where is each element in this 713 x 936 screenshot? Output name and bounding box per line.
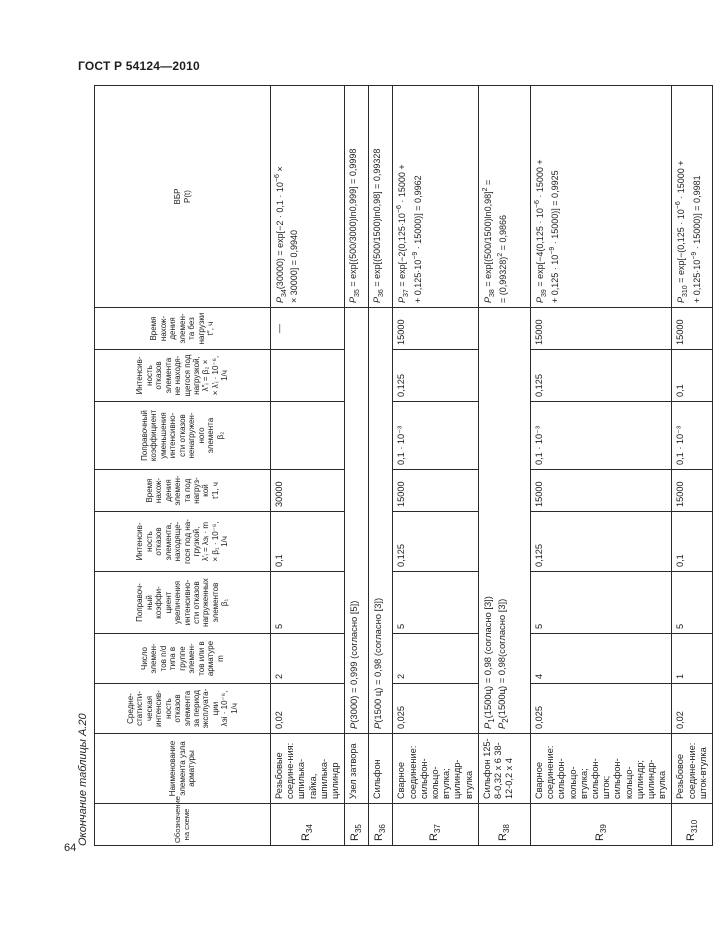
row-name: Сильфон 125-8-0,32 х 6 38-12-0,2 х 4 [478, 734, 530, 804]
cell-loaded-rate: 0,1 [271, 512, 345, 572]
table-row [271, 86, 345, 846]
cell-source-value: P(3000) = 0,999 (согласно [5]) [345, 308, 369, 734]
cell-count: 1 [672, 634, 713, 684]
header-unloaded-rate: Интенсив- ность отказов элемента не находя- щегося под нагрузкой, λ″ᵢ = β₂ × × λ′ᵢ · 10⁻⁶, 1/ч [95, 350, 271, 402]
header-designation: Обозначение на схеме [95, 804, 271, 846]
cell-loaded-rate: 0,1 [672, 512, 713, 572]
cell-loaded-rate: 0,125 [393, 512, 479, 572]
header-beta1: Поправоч- ный коэффи- циент увеличения интенсивно- сти отказов нагруженных элементов β₁ [95, 572, 271, 634]
table-row [672, 86, 713, 846]
table-row [478, 86, 530, 846]
cell-lambda: 0,025 [393, 684, 479, 734]
cell-unloaded-rate: 0,125 [530, 350, 672, 402]
cell-lambda: 0,025 [530, 684, 672, 734]
rotated-table-block [74, 86, 708, 846]
header-t2: Время нахож- дения элемен- та без нагрузки t″, ч [95, 308, 271, 350]
document-header: ГОСТ Р 54124—2010 [78, 59, 200, 73]
row-code: $R_{38}$ [478, 804, 530, 846]
table-caption: Окончание таблицы А.20 [77, 713, 89, 846]
cell-loaded-rate: 0,125 [530, 512, 672, 572]
cell-beta2: 0,1 · 10⁻³ [672, 402, 713, 470]
cell-lambda: 0,02 [271, 684, 345, 734]
cell-t2: 15000 [393, 308, 479, 350]
row-code: $R_{310}$ [672, 804, 713, 846]
cell-vbr: $P_{39} = \exp[-4(0,125 \cdot 10^{-6} \cdot 15000$ + + $0,125 \cdot 10^{-9} \cdot 15000)] = 0,9925$ [530, 86, 672, 308]
cell-t2: 15000 [672, 308, 713, 350]
header-loaded-rate: Интенсив- ность отказов элемента, находяще- гося под на- грузкой, λ′ᵢ = λэᵢ · m × β₁ · 10⁻⁶, 1/ч [95, 512, 271, 572]
header-name: Наименование элемента узла арматуры [95, 734, 271, 804]
row-name: Сварное соединение: сильфон-кольцо-втулка; цилиндр-втулка [393, 734, 479, 804]
row-code: $R_{39}$ [530, 804, 672, 846]
row-code: $R_{37}$ [393, 804, 479, 846]
cell-unloaded-rate: 0,125 [393, 350, 479, 402]
cell-vbr: $P_{35} = \exp[(500/3000)\ln 0,999] = 0,9998$ [345, 86, 369, 308]
cell-t1: 15000 [530, 470, 672, 512]
table-header-row [95, 86, 271, 846]
reliability-table [94, 85, 713, 846]
cell-beta1: 5 [393, 572, 479, 634]
row-name: Сварное соединение: сильфон-кольцо-втулка; сильфон-шток; сильфон-кольцо-цилиндр; цилиндр-втулка [530, 734, 672, 804]
cell-vbr: $P_{310} = \exp[-(0,125 \cdot 10^{-6} \cdot 15000$ + + $0,125\cdot 10^{-9} \cdot 15000)] = 0,9981$ [672, 86, 713, 308]
cell-count: 4 [530, 634, 672, 684]
cell-t1: 30000 [271, 470, 345, 512]
row-code: $R_{34}$ [271, 804, 345, 846]
row-name: Сильфон [369, 734, 393, 804]
cell-count: 2 [393, 634, 479, 684]
cell-t1: 15000 [393, 470, 479, 512]
cell-beta2: 0,1 · 10⁻³ [393, 402, 479, 470]
page-number: 64 [64, 842, 77, 854]
cell-beta1: 5 [271, 572, 345, 634]
header-count: Число элемен- тов n/d типа в группе элемен- тов или в арматуре m [95, 634, 271, 684]
cell-beta1: 5 [530, 572, 672, 634]
row-code: $R_{36}$ [369, 804, 393, 846]
cell-t2: 15000 [530, 308, 672, 350]
row-name: Узел затвора [345, 734, 369, 804]
cell-beta2: 0,1 · 10⁻³ [530, 402, 672, 470]
cell-vbr: $P_{34}(30000) = \exp[-2 \cdot 0,1 \cdot 10^{-6}$ × × 30000] = 0,9940 [271, 86, 345, 308]
row-name: Резьбовые соедине-ния: шпилька-гайка, шпилька-цилиндр [271, 734, 345, 804]
table-row [345, 86, 369, 846]
cell-unloaded-rate [271, 350, 345, 402]
cell-vbr: $P_{38} = \exp[(500/1500)\ln 0,98]^2$ = = $(0,99328)^2 = 0,9866$ [478, 86, 530, 308]
header-vbr: ВБР P(t) [95, 86, 271, 308]
cell-beta2 [271, 402, 345, 470]
cell-vbr: $P_{36} = \exp[(500/1500)\ln 0,98] = 0,99328$ [369, 86, 393, 308]
cell-count: 2 [271, 634, 345, 684]
row-code: $R_{35}$ [345, 804, 369, 846]
cell-beta1: 5 [672, 572, 713, 634]
cell-t1: 15000 [672, 470, 713, 512]
cell-lambda: 0,02 [672, 684, 713, 734]
cell-unloaded-rate: 0,1 [672, 350, 713, 402]
header-lambda: Средне- статисти- ческая интенсив- ность отказов элемента за период эксплуата- ции λэi · 10⁻⁶, 1/ч [95, 684, 271, 734]
row-name: Резьбовое соедине-ние: шток-втулка [672, 734, 713, 804]
header-beta2: Поправочный коэффициент уменьшения интенсивно- сти отказов ненагружен- ного элемента β₂ [95, 402, 271, 470]
cell-source-value: P(1500 ц) = 0,98 (согласно [3]) [369, 308, 393, 734]
table-row [393, 86, 479, 846]
cell-vbr: $P_{37} = \exp[-2(0,125\cdot 10^{-6} \cdot 15000$ + + $0,125\cdot 10^{-9} \cdot 15000)] = 0,9962$ [393, 86, 479, 308]
table-row [369, 86, 393, 846]
table-row [530, 86, 672, 846]
cell-t2: — [271, 308, 345, 350]
cell-source-value: $P_1(1500ц) = 0,98$ (согласно [3]) $P_2(1500ц)$ = 0,98(согласно [3]) [478, 308, 530, 734]
header-t1: Время нахож- дения элемен- та под нагруз- кой t′1, ч [95, 470, 271, 512]
